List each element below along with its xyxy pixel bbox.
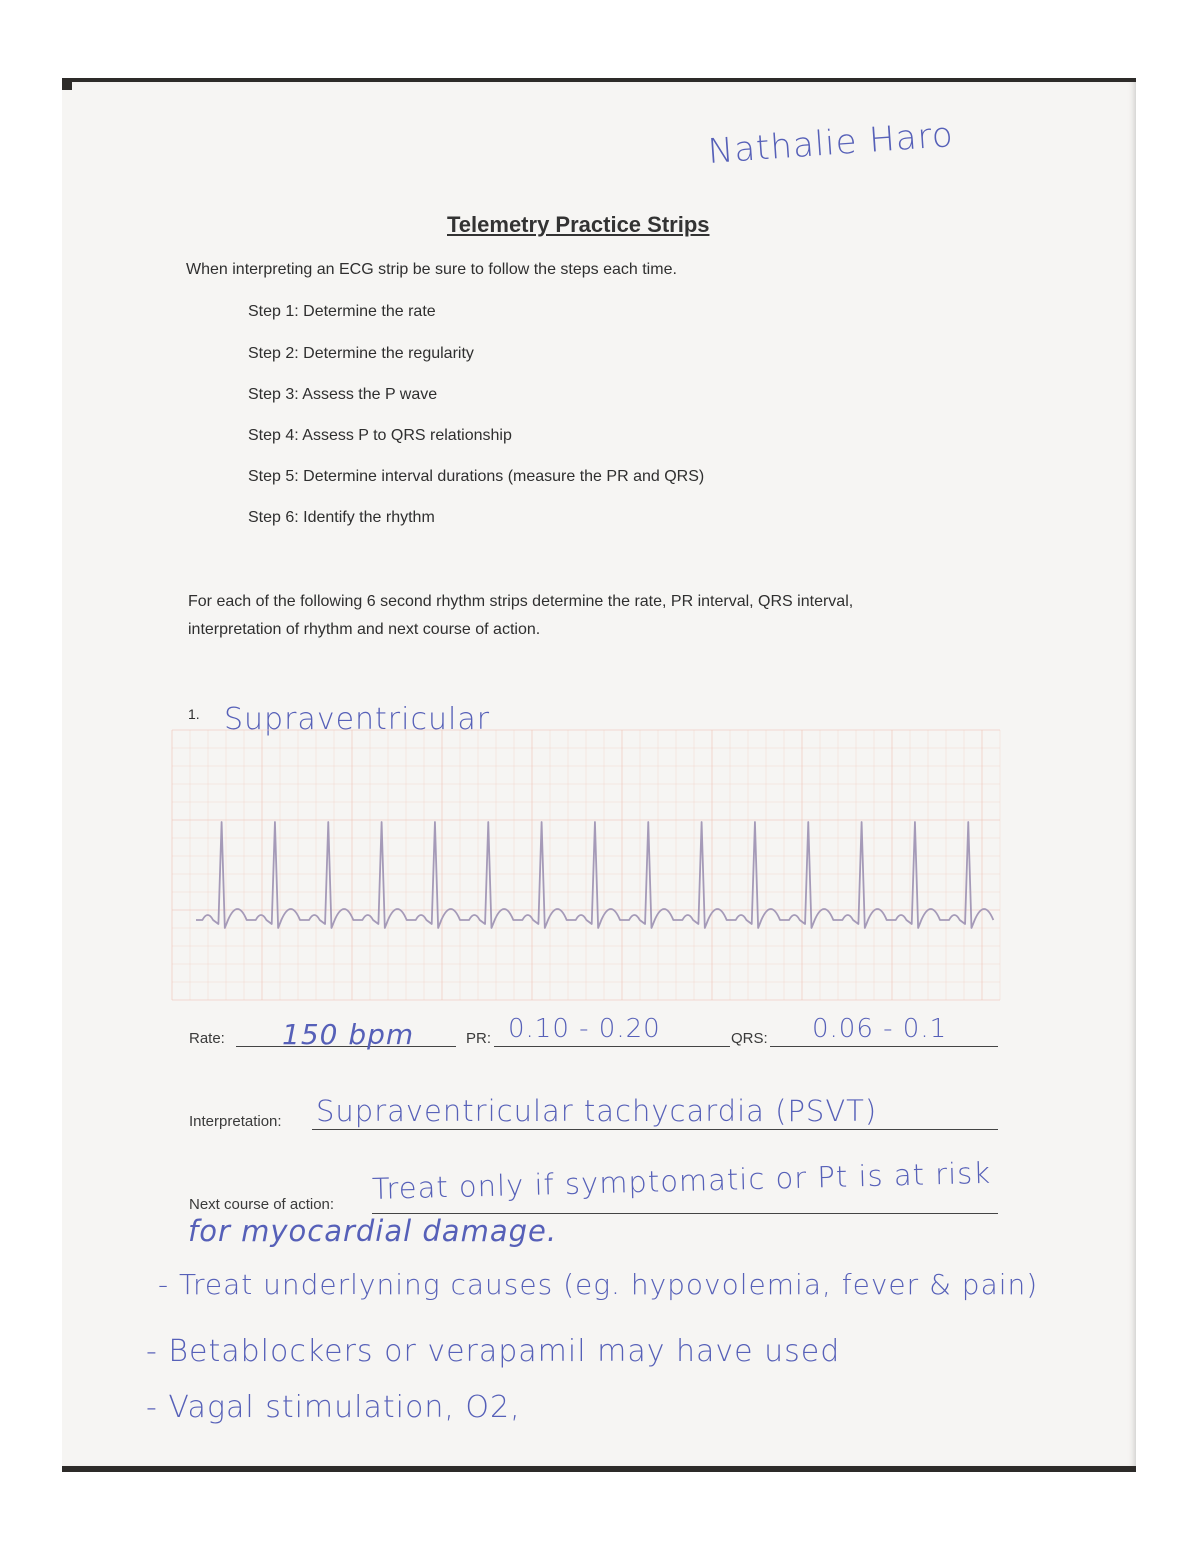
pr-label: PR:: [466, 1030, 492, 1047]
interpretation-underline: [312, 1129, 998, 1130]
step-4: Step 4: Assess P to QRS relationship: [248, 427, 512, 444]
step-1: Step 1: Determine the rate: [248, 303, 436, 320]
action-line-2: for myocardial damage.: [188, 1214, 558, 1248]
qrs-underline: [770, 1046, 998, 1047]
interpretation-value: Supraventricular tachycardia (PSVT): [316, 1094, 878, 1128]
ecg-grid: [172, 730, 1000, 1000]
action-line-4: - Betablockers or verapamil may have used: [146, 1334, 841, 1369]
qrs-label: QRS:: [731, 1030, 768, 1047]
qrs-value: 0.06 - 0.1: [812, 1014, 948, 1044]
intro-text: When interpreting an ECG strip be sure to follow the steps each time.: [186, 261, 677, 278]
action-line-1: Treat only if symptomatic or Pt is at risk: [371, 1155, 992, 1206]
step-5: Step 5: Determine interval durations (measure the PR and QRS): [248, 468, 705, 485]
step-2: Step 2: Determine the regularity: [248, 345, 474, 362]
rate-label: Rate:: [189, 1030, 225, 1047]
pr-value: 0.10 - 0.20: [508, 1014, 661, 1044]
step-3: Step 3: Assess the P wave: [248, 386, 438, 403]
strip-number: 1.: [188, 706, 200, 722]
pr-underline: [494, 1046, 730, 1047]
action-line-3: - Treat underlyning causes (eg. hypovolemia, fever & pain): [158, 1268, 1039, 1301]
instructions-line-1: For each of the following 6 second rhythm strips determine the rate, PR interval, QRS interval,: [188, 593, 854, 610]
instructions-line-2: interpretation of rhythm and next course of action.: [188, 621, 541, 638]
action-line-5: - Vagal stimulation, O2,: [146, 1390, 521, 1425]
action-label: Next course of action:: [189, 1196, 335, 1213]
step-6: Step 6: Identify the rhythm: [248, 509, 435, 526]
strip-handwritten-label: Supraventricular: [224, 702, 491, 737]
page-title: Telemetry Practice Strips: [447, 212, 710, 237]
student-name: Nathalie Haro: [706, 114, 955, 172]
interpretation-label: Interpretation:: [189, 1113, 282, 1130]
rate-value: 150 bpm: [282, 1018, 415, 1051]
